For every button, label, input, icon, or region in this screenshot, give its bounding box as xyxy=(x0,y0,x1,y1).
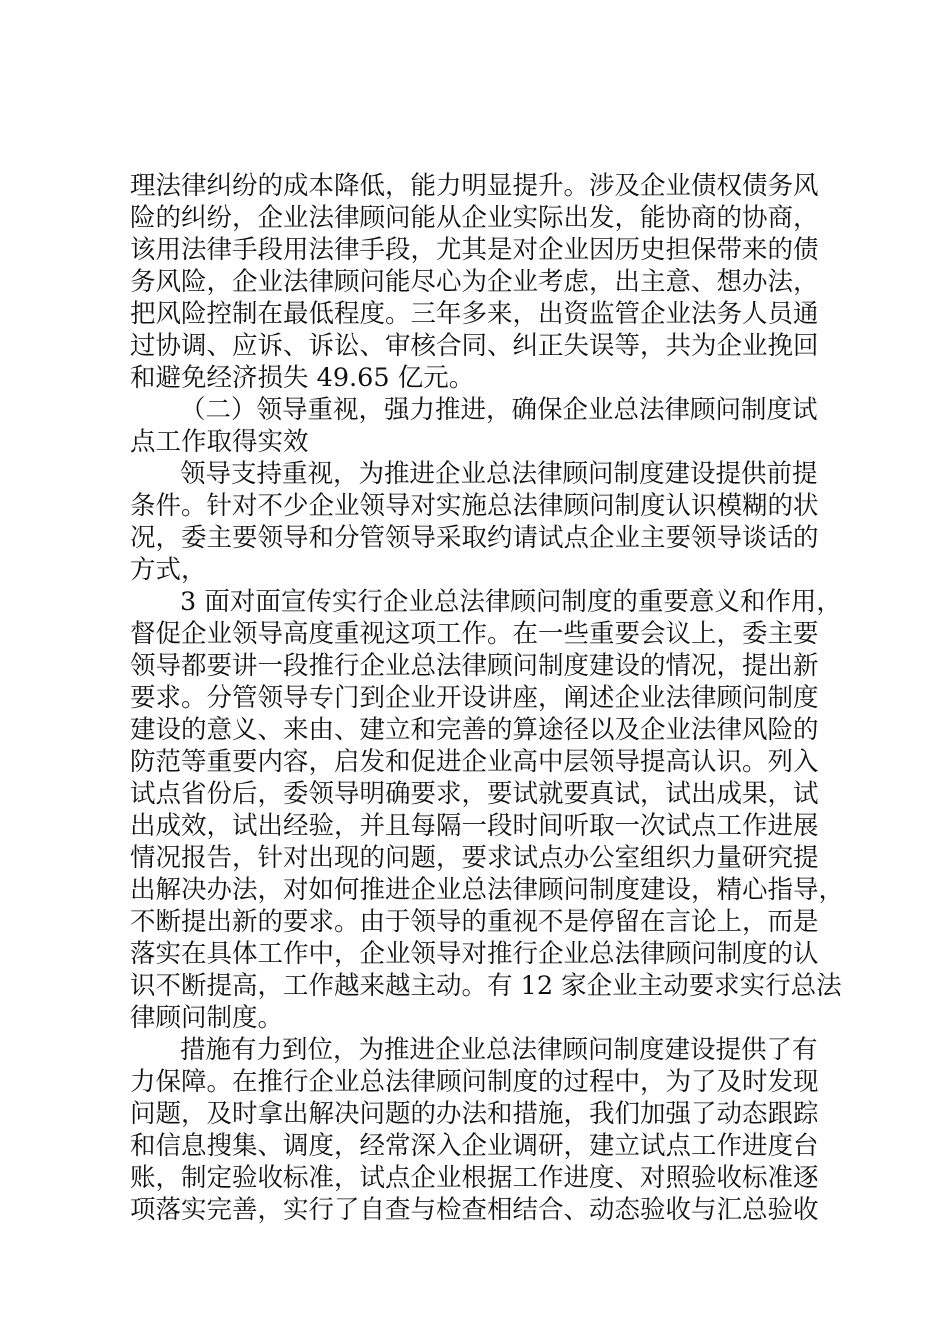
text-line: 险的纠纷，企业法律顾问能从企业实际出发，能协商的协商， xyxy=(130,203,819,233)
text-line: 和信息搜集、调度，经常深入企业调研，建立试点工作进度台 xyxy=(130,1131,819,1161)
section-heading-continued: 点工作取得实效 xyxy=(130,427,309,457)
text-line: 建设的意义、来由、建立和完善的算途径以及企业法律风险的 xyxy=(130,715,819,745)
text-line: 防范等重要内容，启发和促进企业高中层领导提高认识。列入 xyxy=(130,747,819,777)
text-line: 情况报告，针对出现的问题，要求试点办公室组织力量研究提 xyxy=(130,843,819,873)
text-line: 出成效，试出经验，并且每隔一段时间听取一次试点工作进展 xyxy=(130,811,819,841)
text-line: 律顾问制度。 xyxy=(130,1003,284,1033)
document-body xyxy=(130,170,845,1226)
text-line: 理法律纠纷的成本降低，能力明显提升。涉及企业债权债务风 xyxy=(130,171,819,201)
paragraph-start: 措施有力到位，为推进企业总法律顾问制度建设提供了有 xyxy=(180,1035,818,1065)
paragraph-start: 领导支持重视，为推进企业总法律顾问制度建设提供前提 xyxy=(180,459,818,489)
text-line: 账，制定验收标准，试点企业根据工作进度、对照验收标准逐 xyxy=(130,1163,819,1193)
text-line: 领导都要讲一段推行企业总法律顾问制度建设的情况，提出新 xyxy=(130,651,819,681)
text-line: 和避免经济损失 49.65 亿元。 xyxy=(130,363,475,393)
text-line: 过协调、应诉、诉讼、审核合同、纠正失误等，共为企业挽回 xyxy=(130,331,819,361)
text-line: 力保障。在推行企业总法律顾问制度的过程中，为了及时发现 xyxy=(130,1067,819,1097)
text-line: 不断提出新的要求。由于领导的重视不是停留在言论上，而是 xyxy=(130,907,819,937)
text-line: 况，委主要领导和分管领导采取约请试点企业主要领导谈话的 xyxy=(130,523,819,553)
text-line: 试点省份后，委领导明确要求，要试就要真试，试出成果，试 xyxy=(130,779,819,809)
text-line: 问题，及时拿出解决问题的办法和措施，我们加强了动态跟踪 xyxy=(130,1099,819,1129)
section-heading: （二）领导重视，强力推进，确保企业总法律顾问制度试 xyxy=(180,395,818,425)
text-line: 识不断提高，工作越来越主动。有 12 家企业主动要求实行总法 xyxy=(130,971,842,1001)
text-line: 要求。分管领导专门到企业开设讲座，阐述企业法律顾问制度 xyxy=(130,683,819,713)
text-line: 项落实完善，实行了自查与检查相结合、动态验收与汇总验收 xyxy=(130,1195,819,1225)
text-line: 条件。针对不少企业领导对实施总法律顾问制度认识模糊的状 xyxy=(130,491,819,521)
text-line: 落实在具体工作中，企业领导对推行企业总法律顾问制度的认 xyxy=(130,939,819,969)
text-line: 该用法律手段用法律手段，尤其是对企业因历史担保带来的债 xyxy=(130,235,819,265)
text-line: 出解决办法，对如何推进企业总法律顾问制度建设，精心指导， xyxy=(130,875,845,905)
text-line: 督促企业领导高度重视这项工作。在一些重要会议上，委主要 xyxy=(130,619,819,649)
text-line: 方式， xyxy=(130,555,207,585)
text-line: 把风险控制在最低程度。三年多来，出资监管企业法务人员通 xyxy=(130,299,819,329)
text-line: 务风险，企业法律顾问能尽心为企业考虑，出主意、想办法， xyxy=(130,267,819,297)
paragraph-start: 3 面对面宣传实行企业总法律顾问制度的重要意义和作用， xyxy=(180,587,842,617)
